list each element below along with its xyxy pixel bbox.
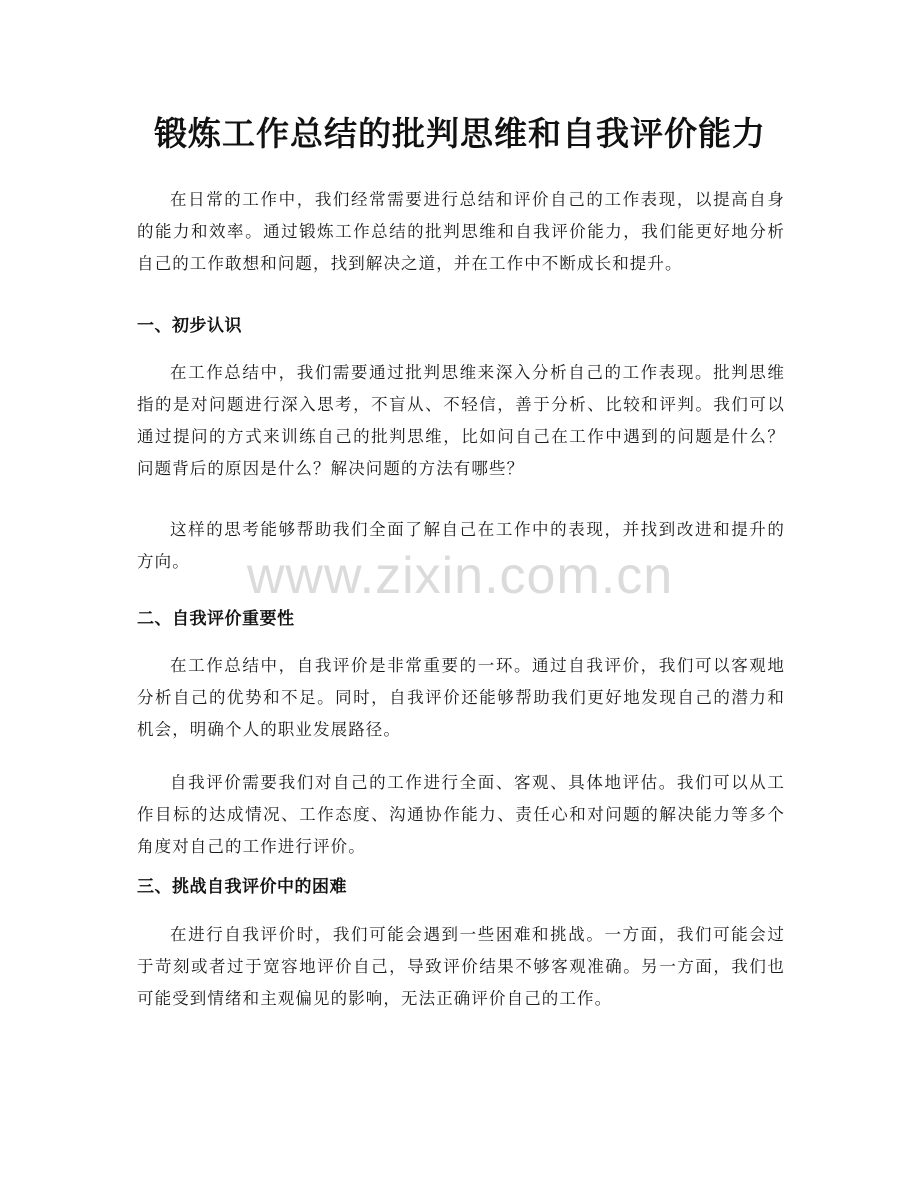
watermark-text: www.zixin.com.cn bbox=[246, 547, 674, 605]
section-2-heading: 二、自我评价重要性 bbox=[137, 609, 295, 629]
document-title: 锻炼工作总结的批判思维和自我评价能力 bbox=[154, 114, 766, 153]
section-1-paragraph-1: 在工作总结中，我们需要通过批判思维来深入分析自己的工作表现。批判思维指的是对问题进行深入思考，不盲从、不轻信，善于分析、比较和评判。我们可以通过提问的方式来训练自己的批判思维，比如问自己在工作中遇到的问题是什么？问题背后的原因是什么？解决问题的方法有哪些？ bbox=[137, 363, 785, 478]
section-3-heading: 三、挑战自我评价中的困难 bbox=[137, 877, 347, 897]
section-2-paragraph-2: 自我评价需要我们对自己的工作进行全面、客观、具体地评估。我们可以从工作目标的达成情况、工作态度、沟通协作能力、责任心和对问题的解决能力等多个角度对自己的工作进行评价。 bbox=[137, 773, 785, 856]
section-1-heading: 一、初步认识 bbox=[137, 316, 242, 336]
section-2-paragraph-1: 在工作总结中，自我评价是非常重要的一环。通过自我评价，我们可以客观地分析自己的优势和不足。同时，自我评价还能够帮助我们更好地发现自己的潜力和机会，明确个人的职业发展路径。 bbox=[137, 656, 785, 739]
section-3-paragraph-1: 在进行自我评价时，我们可能会遇到一些困难和挑战。一方面，我们可能会过于苛刻或者过于宽容地评价自己，导致评价结果不够客观准确。另一方面，我们也可能受到情绪和主观偏见的影响，无法正确评价自己的工作。 bbox=[137, 925, 785, 1008]
section-1-paragraph-2: 这样的思考能够帮助我们全面了解自己在工作中的表现，并找到改进和提升的方向。 bbox=[137, 520, 785, 571]
intro-paragraph: 在日常的工作中，我们经常需要进行总结和评价自己的工作表现，以提高自身的能力和效率。通过锻炼工作总结的批判思维和自我评价能力，我们能更好地分析自己的工作敢想和问题，找到解决之道，并在工作中不断成长和提升。 bbox=[137, 190, 785, 273]
